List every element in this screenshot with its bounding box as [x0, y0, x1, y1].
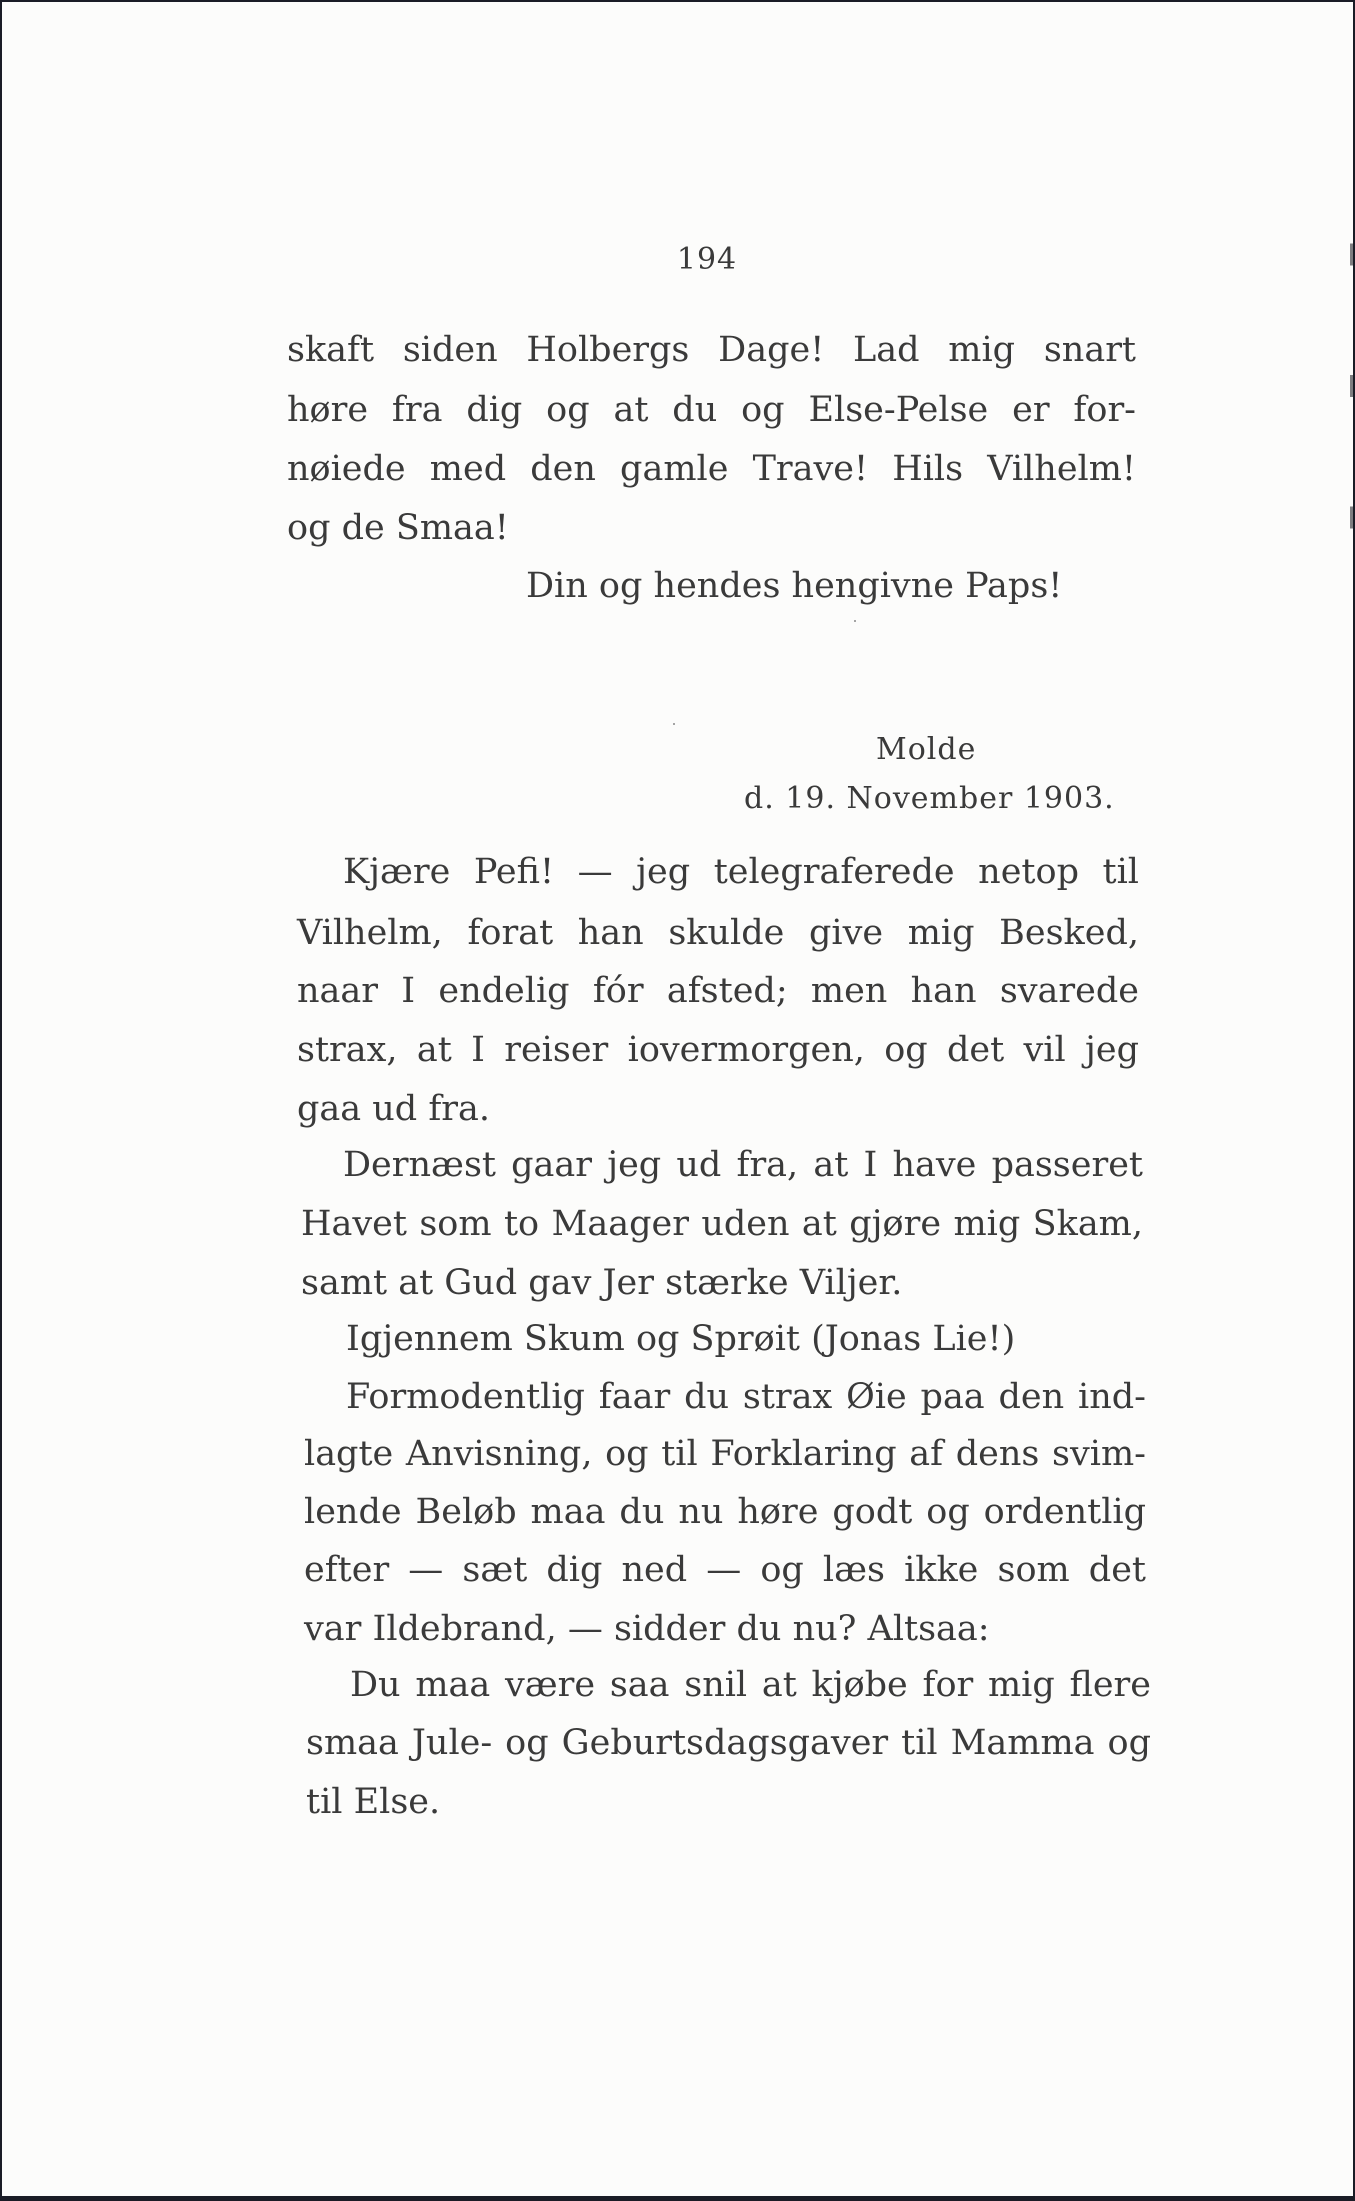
- text-line: skaft siden Holbergs Dage! Lad mig snart: [287, 330, 1136, 370]
- text-line: gaa ud fra.: [297, 1089, 491, 1129]
- text-line: efter — sæt dig ned — og læs ikke som det: [304, 1550, 1146, 1590]
- letter-place: Molde: [876, 732, 977, 767]
- text-line: Du maa være saa snil at kjøbe for mig flere: [350, 1665, 1151, 1705]
- text-line: strax, at I reiser iovermorgen, og det vil jeg: [297, 1030, 1139, 1070]
- text-line: samt at Gud gav Jer stærke Viljer.: [301, 1263, 903, 1303]
- text-line: var Ildebrand, — sidder du nu? Altsaa:: [304, 1609, 990, 1649]
- text-line: naar I endelig fór afsted; men han svarede: [297, 971, 1139, 1011]
- text-line: Vilhelm, forat han skulde give mig Besked,: [297, 913, 1139, 953]
- text-line: Igjennem Skum og Sprøit (Jonas Lie!): [346, 1319, 1016, 1359]
- signature: Din og hendes hengivne Paps!: [526, 566, 1063, 606]
- paper-speck: [854, 620, 856, 622]
- text-line: nøiede med den gamle Trave! Hils Vilhelm!: [287, 449, 1136, 489]
- text-line: Kjære Pefi! — jeg telegraferede netop til: [343, 852, 1139, 892]
- book-page: [2, 2, 1353, 2196]
- text-line: Havet som to Maager uden at gjøre mig Skam,: [301, 1204, 1143, 1244]
- text-line: Dernæst gaar jeg ud fra, at I have passeret: [343, 1145, 1143, 1185]
- text-line: smaa Jule- og Geburtsdagsgaver til Mamma og: [306, 1723, 1151, 1763]
- text-line: lende Beløb maa du nu høre godt og ordentlig: [304, 1492, 1146, 1532]
- letter-date: d. 19. November 1903.: [744, 781, 1115, 816]
- paper-speck: [673, 723, 675, 725]
- page-edge: [1350, 2, 1353, 2196]
- text-line: Formodentlig faar du strax Øie paa den ind-: [346, 1377, 1146, 1417]
- page-number: 194: [676, 242, 738, 277]
- text-line: til Else.: [306, 1782, 441, 1822]
- text-line: høre fra dig og at du og Else-Pelse er for-: [287, 390, 1136, 430]
- text-line: lagte Anvisning, og til Forklaring af dens svim-: [304, 1434, 1146, 1474]
- text-line: og de Smaa!: [287, 508, 509, 548]
